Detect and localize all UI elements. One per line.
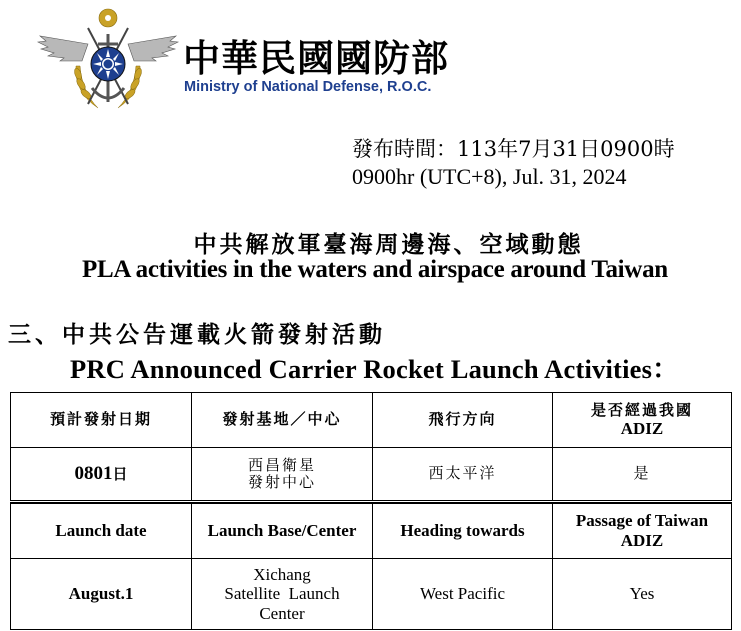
table-row bbox=[11, 559, 732, 630]
release-time-en: 0900hr (UTC+8), Jul. 31, 2024 bbox=[352, 164, 627, 189]
cell-base-en-line3: Center bbox=[259, 603, 305, 623]
section-heading-en: PRC Announced Carrier Rocket Launch Activities： bbox=[70, 354, 679, 384]
cell-base-cn-line2: 發射中心 bbox=[247, 473, 316, 491]
header-passage-en-adiz: ADIZ bbox=[620, 531, 664, 550]
section-heading-cn: 三、中共公告運載火箭發射活動 bbox=[8, 322, 386, 348]
header-passage-cn bbox=[553, 393, 732, 448]
mnd-emblem-icon bbox=[36, 4, 180, 120]
header-passage-en-line1: Passage of Taiwan bbox=[575, 511, 709, 531]
header-launch-base-en: Launch Base/Center bbox=[192, 504, 373, 559]
cell-heading-en: West Pacific bbox=[373, 559, 553, 630]
header-launch-date-en: Launch date bbox=[11, 504, 192, 559]
cell-date-suffix: 日 bbox=[112, 465, 128, 484]
table-row bbox=[11, 448, 732, 502]
cell-base-en-line1: Xichang bbox=[253, 564, 311, 584]
cell-base-en-line2: Satellite Launch bbox=[224, 584, 340, 604]
release-time-cn: 發布時間：113年7月31日0900時 bbox=[352, 137, 675, 161]
header-passage-en bbox=[553, 504, 732, 559]
cell-launch-date-en: August.1 bbox=[11, 559, 192, 630]
cell-base-cn-line1: 西昌衛星 bbox=[247, 455, 316, 474]
header-heading-en: Heading towards bbox=[373, 504, 553, 559]
table-header-row-en bbox=[11, 504, 732, 559]
cell-passage-cn: 是 bbox=[553, 448, 732, 502]
table-header-row-cn bbox=[11, 393, 732, 448]
header-launch-date-cn: 預計發射日期 bbox=[11, 393, 192, 448]
report-title-en: PLA activities in the waters and airspace around Taiwan bbox=[82, 256, 668, 283]
header-launch-base-cn: 發射基地／中心 bbox=[192, 393, 373, 448]
cell-heading-cn: 西太平洋 bbox=[373, 448, 553, 502]
launch-activities-table bbox=[10, 392, 732, 630]
header-passage-cn-adiz: ADIZ bbox=[620, 418, 664, 438]
cell-passage-en: Yes bbox=[553, 559, 732, 630]
report-title-cn: 中共解放軍臺海周邊海、空域動態 bbox=[193, 232, 584, 258]
org-name-en: Ministry of National Defense, R.O.C. bbox=[184, 79, 432, 95]
header-passage-cn-line1: 是否經過我國 bbox=[590, 400, 693, 419]
cell-launch-base-en bbox=[192, 559, 373, 630]
header-heading-cn: 飛行方向 bbox=[373, 393, 553, 448]
cell-date-num: 0801 bbox=[74, 463, 113, 485]
org-name-cn: 中華民國國防部 bbox=[183, 37, 449, 80]
cell-launch-date-cn bbox=[11, 448, 192, 502]
cell-launch-base-cn bbox=[192, 448, 373, 502]
